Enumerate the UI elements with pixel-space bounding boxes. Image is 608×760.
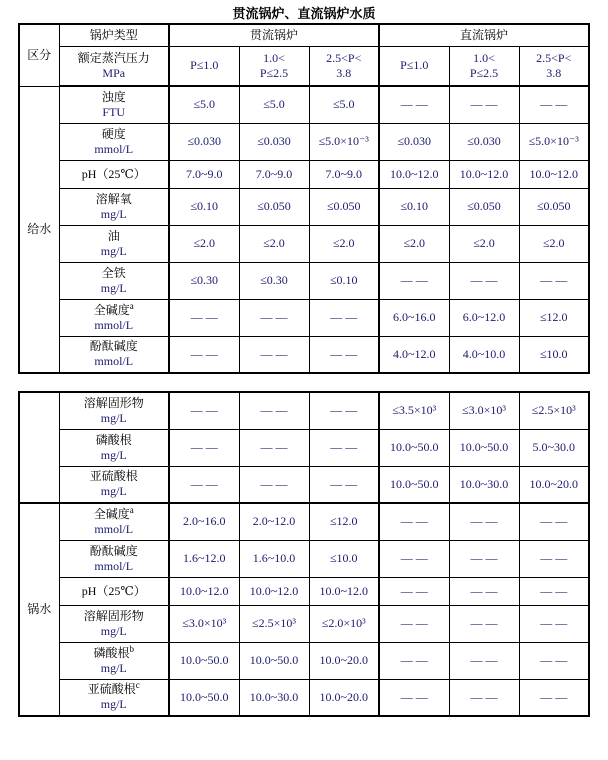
pressure-range-line2: 3.8 [336,65,352,80]
parameter-name [61,396,168,411]
group-label-once-through-boiler: 贯流锅炉 [169,24,379,46]
parameter-unit: mmol/L [94,521,134,536]
value-cell: ≤0.30 [169,262,239,299]
parameter-cell [59,392,169,429]
table-row [19,336,589,373]
value-cell: — — [379,262,449,299]
value-cell: — — [449,540,519,577]
value-cell: 6.0~16.0 [379,299,449,336]
header-row-pressure [19,46,589,86]
value-cell: ≤10.0 [519,336,589,373]
value-cell: ≤0.030 [239,123,309,160]
parameter-unit: mg/L [100,280,127,295]
value-cell: 10.0~50.0 [379,429,449,466]
value-cell: 10.0~12.0 [239,577,309,605]
value-cell: ≤0.030 [449,123,519,160]
pressure-range-line2: 3.8 [546,65,562,80]
pressure-range-line1: 1.0< [473,50,495,65]
parameter-name [61,127,168,142]
parameter-name-text: 全碱度 [93,506,130,521]
boiler-type-label: 锅炉类型 [59,24,169,46]
section-label-empty [19,392,59,503]
table-row [19,225,589,262]
value-cell: — — [449,679,519,716]
value-cell: — — [239,392,309,429]
pressure-range-line2: P≤2.5 [469,65,499,80]
value-cell: ≤5.0 [169,86,239,123]
pressure-range-cell [519,46,589,86]
table-row [19,466,589,503]
parameter-unit: mmol/L [94,141,134,156]
value-cell: ≤2.0 [449,225,519,262]
value-cell: 10.0~20.0 [309,679,379,716]
parameter-name-text: 全铁 [101,265,126,280]
table-row [19,577,589,605]
parameter-name-text: 溶解固形物 [83,608,144,623]
parameter-name-text: 全碱度 [93,302,130,317]
value-cell: — — [519,503,589,540]
parameter-unit: mg/L [100,447,127,462]
value-cell: ≤5.0 [309,86,379,123]
value-cell: 10.0~12.0 [309,577,379,605]
value-cell: ≤12.0 [309,503,379,540]
pressure-range-line1: 2.5<P< [536,50,572,65]
parameter-unit: mg/L [100,243,127,258]
parameter-name [61,504,168,522]
parameter-name [61,682,168,697]
value-cell: — — [309,429,379,466]
parameter-unit: mmol/L [94,317,134,332]
value-cell: 4.0~12.0 [379,336,449,373]
pressure-range-line1: P≤1.0 [190,58,219,73]
parameter-cell [59,503,169,540]
parameter-cell [59,540,169,577]
parameter-name [61,266,168,281]
parameter-unit: mmol/L [94,558,134,573]
parameter-cell [59,577,169,605]
value-cell: 10.0~30.0 [449,466,519,503]
value-cell: — — [379,86,449,123]
value-cell: 10.0~12.0 [169,577,239,605]
value-cell: ≤3.0×10³ [449,392,519,429]
value-cell: 1.6~10.0 [239,540,309,577]
value-cell: — — [379,577,449,605]
value-cell: 10.0~50.0 [379,466,449,503]
value-cell: 5.0~30.0 [519,429,589,466]
value-cell: 1.6~12.0 [169,540,239,577]
value-cell: 10.0~50.0 [169,679,239,716]
pressure-range-cell [239,46,309,86]
parameter-unit: mg/L [100,206,127,221]
parameter-name [61,609,168,624]
value-cell: 2.0~12.0 [239,503,309,540]
value-cell: — — [519,540,589,577]
corner-label: 区分 [19,24,59,86]
parameter-name [61,643,168,661]
value-cell: — — [169,466,239,503]
value-cell: — — [379,503,449,540]
parameter-cell [59,466,169,503]
value-cell: — — [449,503,519,540]
table-row [19,262,589,299]
value-cell: — — [449,262,519,299]
footnote-marker: a [129,300,134,311]
value-cell: ≤0.10 [309,262,379,299]
value-cell: ≤2.5×10³ [239,605,309,642]
parameter-unit: mg/L [100,697,127,712]
table-row [19,605,589,642]
table-row [19,299,589,336]
value-cell: — — [519,642,589,679]
pressure-range-line1: 1.0< [263,50,285,65]
value-cell: ≤2.5×10³ [519,392,589,429]
value-cell: 6.0~12.0 [449,299,519,336]
parameter-cell [59,605,169,642]
table-row [19,160,589,188]
parameter-name-text: pH（25℃） [81,583,146,598]
parameter-name-text: 油 [107,228,120,243]
header-row-boiler-type [19,24,589,46]
parameter-cell [59,262,169,299]
value-cell: ≤2.0×10³ [309,605,379,642]
footnote-marker: b [129,643,134,654]
value-cell: — — [519,262,589,299]
parameter-name [61,584,168,599]
footnote-marker: a [129,504,134,515]
value-cell: ≤2.0 [309,225,379,262]
parameter-name-text: 酚酞碱度 [89,339,138,354]
value-cell: 10.0~12.0 [379,160,449,188]
page-title: 贯流锅炉、直流锅炉水质 [232,6,376,21]
value-cell: ≤5.0×10⁻³ [309,123,379,160]
value-cell: — — [449,86,519,123]
value-cell: — — [449,642,519,679]
value-cell: ≤0.10 [379,188,449,225]
value-cell: 10.0~12.0 [449,160,519,188]
parameter-cell [59,679,169,716]
parameter-name-text: pH（25℃） [81,166,146,181]
value-cell: ≤0.050 [449,188,519,225]
pressure-range-cell [309,46,379,86]
value-cell: 10.0~50.0 [239,642,309,679]
value-cell: ≤3.5×10³ [379,392,449,429]
rated-steam-pressure-label [59,46,169,86]
parameter-cell [59,429,169,466]
value-cell: ≤2.0 [379,225,449,262]
value-cell: ≤2.0 [519,225,589,262]
value-cell: ≤10.0 [309,540,379,577]
value-cell: 10.0~50.0 [169,642,239,679]
value-cell: — — [309,466,379,503]
pressure-range-line1: 2.5<P< [326,50,362,65]
parameter-name-text: 酚酞碱度 [89,543,138,558]
pressure-range-line2: P≤2.5 [259,65,289,80]
value-cell: — — [309,392,379,429]
value-cell: ≤0.050 [239,188,309,225]
value-cell: — — [239,466,309,503]
value-cell: — — [519,605,589,642]
group-label-direct-flow-boiler: 直流锅炉 [379,24,589,46]
parameter-unit: mg/L [100,410,127,425]
parameter-name-text: 硬度 [101,126,126,141]
table-row [19,679,589,716]
parameter-unit: mmol/L [94,354,134,369]
value-cell: — — [519,577,589,605]
table-row [19,429,589,466]
value-cell: — — [309,336,379,373]
parameter-name-text: 溶解固形物 [83,395,144,410]
parameter-cell [59,336,169,373]
value-cell: — — [379,679,449,716]
parameter-name [61,90,168,105]
value-cell: ≤3.0×10³ [169,605,239,642]
pressure-range-cell [169,46,239,86]
parameter-cell [59,188,169,225]
parameter-name [61,433,168,448]
pressure-range-cell [449,46,519,86]
value-cell: 10.0~20.0 [519,466,589,503]
parameter-name [61,229,168,244]
table-row [19,540,589,577]
value-cell: ≤0.10 [169,188,239,225]
value-cell: 7.0~9.0 [239,160,309,188]
parameter-unit: FTU [102,104,126,119]
table-row [19,188,589,225]
pressure-range-line1: P≤1.0 [400,58,429,73]
parameter-name [61,300,168,318]
table-row [19,123,589,160]
value-cell: — — [239,336,309,373]
table-row [19,392,589,429]
value-cell: — — [309,299,379,336]
value-cell: — — [379,540,449,577]
parameter-name-text: 磷酸根 [93,645,130,660]
value-cell: ≤2.0 [169,225,239,262]
value-cell: ≤0.050 [519,188,589,225]
table-row [19,86,589,123]
value-cell: 10.0~20.0 [309,642,379,679]
pressure-range-cell [379,46,449,86]
parameter-cell [59,299,169,336]
value-cell: 10.0~50.0 [449,429,519,466]
value-cell: ≤12.0 [519,299,589,336]
parameter-unit: mg/L [100,623,127,638]
value-cell: 2.0~16.0 [169,503,239,540]
parameter-cell [59,123,169,160]
section-label: 锅水 [19,503,59,716]
table-row [19,642,589,679]
value-cell: ≤0.30 [239,262,309,299]
value-cell: — — [169,299,239,336]
value-cell: — — [169,429,239,466]
value-cell: 10.0~12.0 [519,160,589,188]
parameter-name [61,339,168,354]
value-cell: — — [239,299,309,336]
parameter-name [61,167,168,182]
value-cell: 7.0~9.0 [309,160,379,188]
parameter-name [61,544,168,559]
value-cell: ≤5.0 [239,86,309,123]
boiler-water-table [18,391,590,717]
footnote-marker: c [135,680,140,691]
value-cell: — — [379,605,449,642]
parameter-cell [59,86,169,123]
value-cell: — — [169,392,239,429]
section-label: 给水 [19,86,59,373]
feedwater-table [18,23,590,374]
value-cell: ≤0.030 [379,123,449,160]
parameter-name-text: 浊度 [101,89,126,104]
value-cell: ≤0.030 [169,123,239,160]
table-row [19,503,589,540]
parameter-name-text: 溶解氧 [95,191,132,206]
value-cell: — — [519,679,589,716]
value-cell: ≤2.0 [239,225,309,262]
parameter-cell [59,642,169,679]
value-cell: — — [239,429,309,466]
value-cell: ≤0.050 [309,188,379,225]
pressure-label-text: 额定蒸汽压力 [77,50,150,65]
value-cell: 7.0~9.0 [169,160,239,188]
parameter-name-text: 亚硫酸根 [89,469,138,484]
value-cell: — — [449,605,519,642]
parameter-cell [59,160,169,188]
value-cell: 10.0~30.0 [239,679,309,716]
value-cell: — — [449,577,519,605]
parameter-name-text: 亚硫酸根 [87,682,136,697]
pressure-unit: MPa [102,65,126,80]
value-cell: — — [379,642,449,679]
value-cell: — — [169,336,239,373]
value-cell: — — [519,86,589,123]
parameter-name-text: 磷酸根 [95,432,132,447]
parameter-cell [59,225,169,262]
parameter-unit: mg/L [100,484,127,499]
parameter-name [61,469,168,484]
value-cell: ≤5.0×10⁻³ [519,123,589,160]
value-cell: 4.0~10.0 [449,336,519,373]
parameter-unit: mg/L [100,660,127,675]
parameter-name [61,192,168,207]
